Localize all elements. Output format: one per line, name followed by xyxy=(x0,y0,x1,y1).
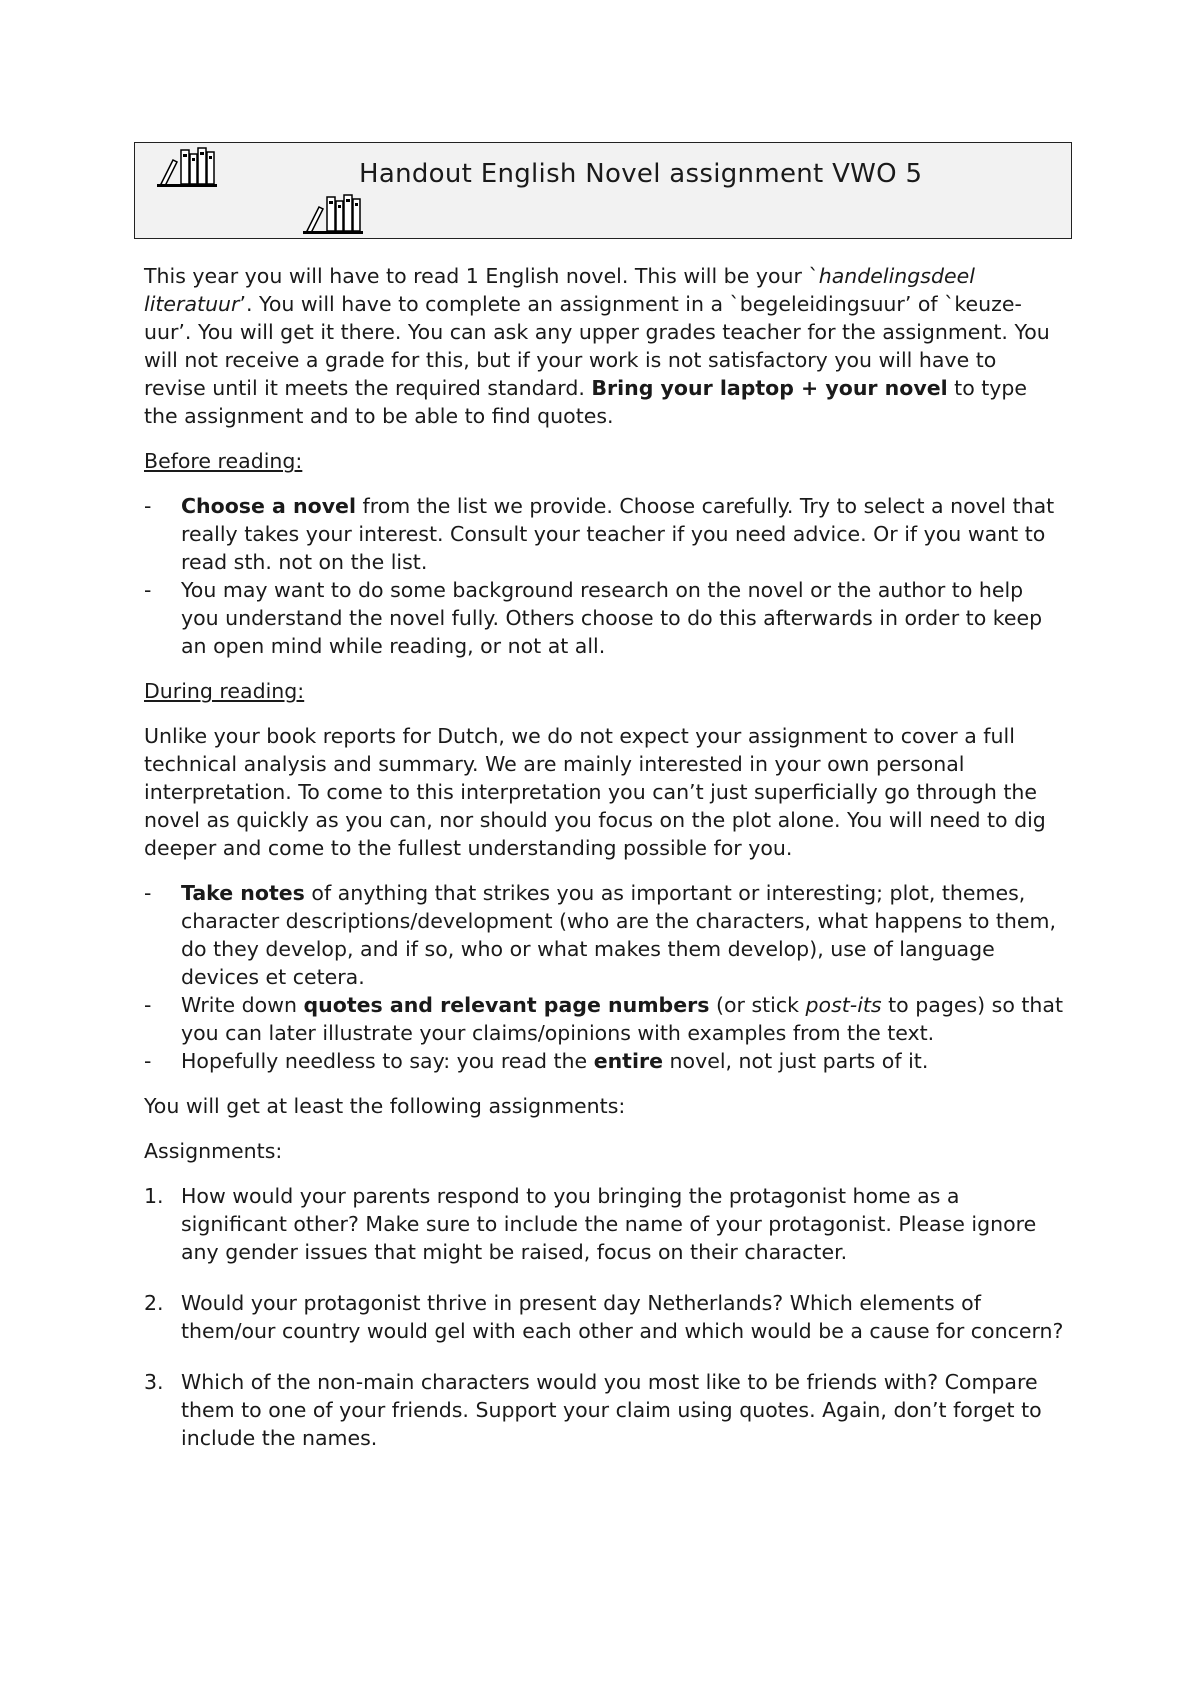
intro-text: to type the assignment and to be able to find quotes. xyxy=(144,376,1028,428)
item-text: (or stick xyxy=(709,993,806,1017)
item-text: of anything that strikes you as important or interesting; plot, themes, character descriptions/development (who are the characters, what happens to them, do they develop, and if so, who or what makes them develop), use of language devices et cetera. xyxy=(181,881,1057,989)
item-number: 2. xyxy=(144,1291,164,1315)
before-reading-list xyxy=(144,492,1064,660)
books-icon xyxy=(155,146,219,188)
list-item xyxy=(144,1368,1064,1452)
books-icon xyxy=(301,193,365,235)
item-text: You may want to do some background research on the novel or the author to help you understand the novel fully. Others choose to do this afterwards in order to keep an open mind while reading, or not at all. xyxy=(181,578,1043,658)
document-body xyxy=(144,262,1064,1475)
item-text: Write down xyxy=(181,993,304,1017)
during-reading-paragraph: Unlike your book reports for Dutch, we do not expect your assignment to cover a full technical analysis and summary. We are mainly interested in your own personal interpretation. To come to this interpretation you can’t just superficially go through the novel as quickly as you can, nor should you focus on the plot alone. You will need to dig deeper and come to the fullest understanding possible for you. xyxy=(144,724,1046,860)
item-text: Hopefully needless to say: you read the xyxy=(181,1049,594,1073)
assignments-heading: Assignments: xyxy=(144,1139,283,1163)
list-item xyxy=(144,492,1064,576)
item-number: 1. xyxy=(144,1184,164,1208)
intro-bold: Bring your laptop + your novel xyxy=(591,376,948,400)
title-box xyxy=(134,142,1072,239)
item-text: to pages) so that you can later illustrate your claims/opinions with examples from the text. xyxy=(181,993,1064,1045)
bullet-mark: - xyxy=(144,881,152,905)
bullet-mark: - xyxy=(144,578,152,602)
before-reading-heading: Before reading: xyxy=(144,449,303,473)
list-item xyxy=(144,1289,1064,1345)
item-italic: post-its xyxy=(805,993,882,1017)
item-bold: Take notes xyxy=(181,881,305,905)
item-bold: Choose a novel xyxy=(181,494,356,518)
bullet-mark: - xyxy=(144,1049,152,1073)
item-text: Would your protagonist thrive in present day Netherlands? Which elements of them/our country would gel with each other and which would be a cause for concern? xyxy=(181,1291,1064,1343)
assignments-list xyxy=(144,1182,1064,1452)
item-number: 3. xyxy=(144,1370,164,1394)
intro-italic: handelingsdeel literatuur xyxy=(144,264,975,316)
intro-text: This year you will have to read 1 English novel. This will be your ` xyxy=(144,264,819,288)
list-item xyxy=(144,576,1064,660)
item-text: novel, not just parts of it. xyxy=(663,1049,929,1073)
list-item xyxy=(144,991,1064,1047)
item-text: from the list we provide. Choose carefully. Try to select a novel that really takes your interest. Consult your teacher if you need advice. Or if you want to read sth. not on the list. xyxy=(181,494,1055,574)
intro-paragraph xyxy=(144,262,1064,430)
item-text: How would your parents respond to you bringing the protagonist home as a significant other? Make sure to include the name of your protagonist. Please ignore any gender issues that might be raised, focus on their character. xyxy=(181,1184,1037,1264)
bullet-mark: - xyxy=(144,494,152,518)
bullet-mark: - xyxy=(144,993,152,1017)
during-reading-list xyxy=(144,879,1064,1075)
item-bold: quotes and relevant page numbers xyxy=(303,993,710,1017)
item-text: Which of the non-main characters would you most like to be friends with? Compare them to one of your friends. Support your claim using quotes. Again, don’t forget to include the names. xyxy=(181,1370,1042,1450)
list-item xyxy=(144,1182,1064,1266)
item-bold: entire xyxy=(593,1049,664,1073)
list-item xyxy=(144,879,1064,991)
page-title: Handout English Novel assignment VWO 5 xyxy=(359,159,923,189)
intro-text: ’. You will have to complete an assignment in a `begeleidingsuur’ of `keuze-uur’. You will get it there. You can ask any upper grades teacher for the assignment. You will not receive a grade for this, but if your work is not satisfactory you will have to revise until it meets the required standard. xyxy=(144,292,1050,400)
assignments-intro: You will get at least the following assignments: xyxy=(144,1094,626,1118)
during-reading-heading: During reading: xyxy=(144,679,305,703)
list-item xyxy=(144,1047,1064,1075)
